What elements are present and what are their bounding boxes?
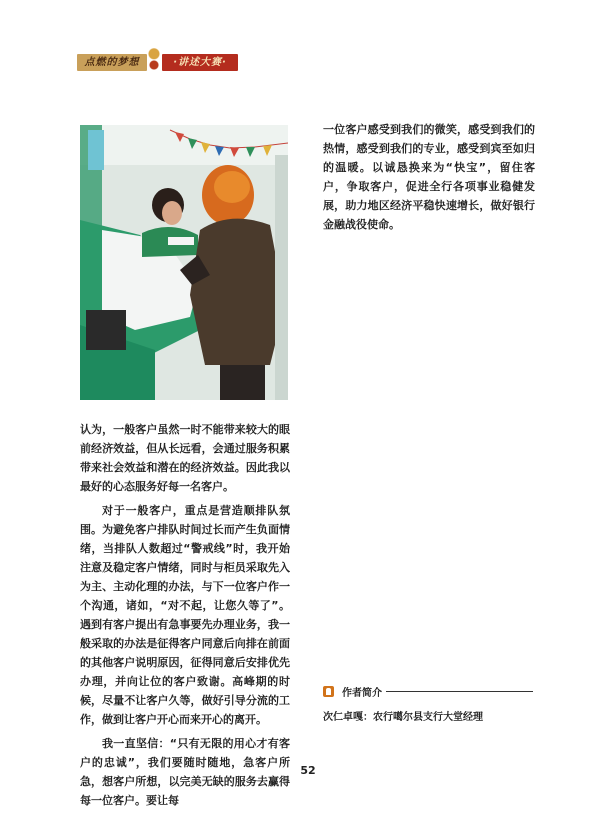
- author-heading: 作者简介: [342, 687, 382, 699]
- paragraph: 认为，一般客户虽然一时不能带来较大的眼前经济效益，但从长远看，会通过服务积累带来社会效益和潜在的经济效益。因此我以最好的心态服务好每一名客户。: [80, 423, 290, 493]
- section-label: ·讲述大赛·: [173, 57, 227, 68]
- paragraph: 对于一般客户，重点是营造顺排队氛围。为避免客户排队时间过长而产生负面情绪，当排队人数超过“警戒线”时，我开始注意及稳定客户情绪，同时与柜员采取先入为主、主动化理的办法，与下一位客户作一个沟通，诸如，“对不起，让您久等了”。遇到有客户提出有急事要先办理业务，我一般采取的办法是征得客户同意后向排在前面的其他客户说明原因，征得同意后安排优先办理，并向让位的客户致谢。高峰期的时候，尽量不让客户久等，做好引导分流的工作，做到让客户开心而来开心的离开。: [80, 504, 290, 726]
- author-icon: [323, 686, 334, 697]
- author-heading-row: [323, 683, 533, 699]
- author-bio: [323, 683, 533, 723]
- right-column-text: [323, 120, 535, 239]
- page-number: 52: [300, 764, 316, 777]
- left-column-text: [80, 420, 290, 815]
- series-tag: [77, 54, 147, 71]
- author-description: 次仁卓嘎：农行噶尔县支行大堂经理: [323, 712, 483, 723]
- paragraph: 一位客户感受到我们的微笑，感受到我们的热情，感受到我们的专业，感受到宾至如归的温暖。以诚恳换来为“快宝”，留住客户，争取客户，促进全行各项事业稳健发展，助力地区经济平稳快速增长，做好银行金融战役使命。: [323, 123, 535, 231]
- bank-service-photo: [80, 125, 288, 400]
- divider: [386, 691, 533, 692]
- section-tag: [162, 54, 238, 71]
- paragraph: 我一直坚信：“只有无限的用心才有客户的忠诚”，我们要随时随地，急客户所急，想客户所想，以完美无缺的服务去赢得每一位客户。要让每: [80, 737, 290, 807]
- flower-ornament-icon: [147, 44, 161, 72]
- series-label: 点燃的梦想: [84, 57, 140, 68]
